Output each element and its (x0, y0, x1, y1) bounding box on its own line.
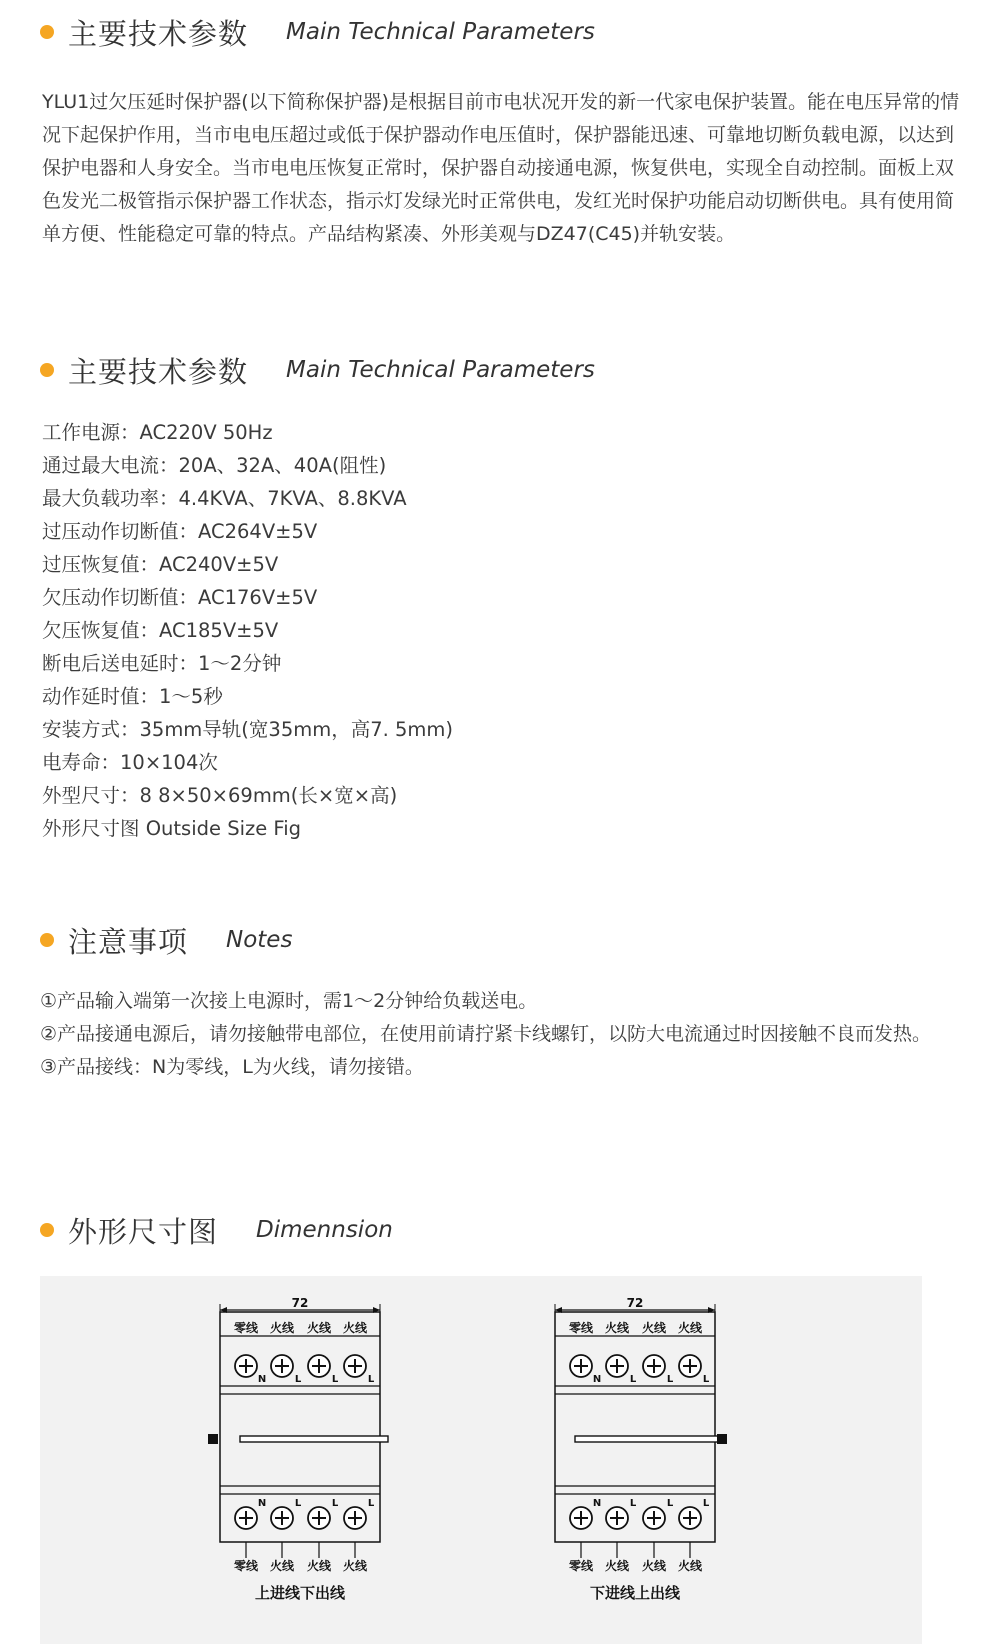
bottom-terminal-mark: L (331, 1498, 339, 1509)
bottom-terminal-mark: N (592, 1498, 602, 1509)
orange-bullet-icon (40, 25, 54, 39)
top-terminal-mark: N (592, 1374, 602, 1385)
bottom-terminal-mark: L (702, 1498, 710, 1509)
notes-title-en: Notes (226, 927, 293, 953)
dimension-title-zh: 外形尺寸图 (68, 1214, 219, 1249)
param-item: 过压恢复值：AC240V±5V (42, 553, 279, 576)
notes-list (40, 985, 960, 1084)
top-terminal-mark: L (331, 1374, 339, 1385)
bottom-terminal-mark: N (257, 1498, 267, 1509)
orange-bullet-icon (40, 1223, 54, 1237)
notes-title-zh: 注意事项 (68, 924, 189, 959)
param-item: 断电后送电延时：1～2分钟 (42, 652, 282, 675)
dimension-title-en: Dimennsion (256, 1217, 393, 1243)
top-terminal-label: 火线 (641, 1321, 667, 1335)
bottom-terminal-label: 零线 (568, 1559, 594, 1573)
indicator-led-icon (208, 1434, 218, 1444)
bottom-terminal-label: 火线 (641, 1559, 667, 1573)
bottom-terminal-mark: L (367, 1498, 375, 1509)
diagram-caption: 下进线上出线 (589, 1584, 681, 1602)
bottom-terminal-label: 火线 (604, 1559, 630, 1573)
param-item: 通过最大电流：20A、32A、40A(阻性) (42, 454, 387, 477)
top-terminal-mark: L (702, 1374, 710, 1385)
device-diagram-2 (555, 1296, 727, 1602)
intro-title-en: Main Technical Parameters (286, 19, 595, 45)
param-item: 电寿命：10×104次 (42, 751, 218, 774)
top-terminal-label: 零线 (233, 1321, 259, 1335)
param-item: 动作延时值：1～5秒 (42, 685, 223, 708)
top-terminal-mark: L (294, 1374, 302, 1385)
param-item: 工作电源：AC220V 50Hz (42, 421, 273, 444)
dimension-section-header (40, 1210, 393, 1250)
param-item: 外形尺寸图 Outside Size Fig (42, 817, 302, 840)
din-rail-slot (240, 1436, 388, 1442)
device-diagram-1 (208, 1296, 388, 1602)
params-list (42, 416, 453, 845)
indicator-led-icon (717, 1434, 727, 1444)
orange-bullet-icon (40, 933, 54, 947)
param-item: 最大负载功率：4.4KVA、7KVA、8.8KVA (42, 487, 407, 510)
param-item: 欠压恢复值：AC185V±5V (42, 619, 279, 642)
param-item: 外型尺寸：8 8×50×69mm(长×宽×高) (42, 784, 398, 807)
top-terminal-mark: N (257, 1374, 267, 1385)
param-item: 欠压动作切断值：AC176V±5V (42, 586, 318, 609)
note-item: ③产品接线：N为零线，L为火线，请勿接错。 (40, 1056, 424, 1078)
param-item: 安装方式：35mm导轨(宽35mm，高7. 5mm) (42, 718, 454, 741)
params-title-zh: 主要技术参数 (68, 354, 249, 389)
bottom-terminal-label: 火线 (677, 1559, 703, 1573)
bottom-terminal-label: 火线 (269, 1559, 295, 1573)
bottom-terminal-mark: L (629, 1498, 637, 1509)
top-terminal-mark: L (666, 1374, 674, 1385)
top-terminal-mark: L (367, 1374, 375, 1385)
note-item: ①产品输入端第一次接上电源时，需1～2分钟给负载送电。 (40, 990, 538, 1012)
top-terminal-label: 火线 (604, 1321, 630, 1335)
params-title-en: Main Technical Parameters (286, 357, 595, 383)
bottom-terminal-mark: L (294, 1498, 302, 1509)
top-terminal-label: 火线 (677, 1321, 703, 1335)
params-section-header (40, 350, 595, 390)
notes-section-header (40, 920, 292, 960)
intro-paragraph: YLU1过欠压延时保护器(以下简称保护器)是根据目前市电状况开发的新一代家电保护装置。能在电压异常的情况下起保护作用，当市电电压超过或低于保护器动作电压值时，保护器能迅速、可靠地切断负载电源，以达到保护电器和人身安全。当市电电压恢复正常时，保护器自动接通电源，恢复供电，实现全自动控制。面板上双色发光二极管指示保护器工作状态，指示灯发绿光时正常供电，发红光时保护功能启动切断供电。具有使用简单方便、性能稳定可靠的特点。产品结构紧凑、外形美观与DZ47(C45)并轨安装。 (42, 91, 960, 245)
width-label: 72 (626, 1296, 644, 1310)
dimension-drawing (40, 1276, 922, 1644)
top-terminal-label: 火线 (342, 1321, 368, 1335)
dimension-panel (40, 1276, 922, 1644)
note-item: ②产品接通电源后，请勿接触带电部位，在使用前请拧紧卡线螺钉，以防大电流通过时因接触不良而发热。 (40, 1023, 932, 1045)
top-terminal-label: 火线 (269, 1321, 295, 1335)
intro-title-zh: 主要技术参数 (68, 16, 249, 51)
bottom-terminal-mark: L (666, 1498, 674, 1509)
top-terminal-label: 火线 (306, 1321, 332, 1335)
top-terminal-label: 零线 (568, 1321, 594, 1335)
orange-bullet-icon (40, 363, 54, 377)
top-terminal-mark: L (629, 1374, 637, 1385)
intro-section-header (40, 12, 595, 52)
width-label: 72 (291, 1296, 309, 1310)
bottom-terminal-label: 火线 (342, 1559, 368, 1573)
din-rail-slot (575, 1436, 723, 1442)
bottom-terminal-label: 零线 (233, 1559, 259, 1573)
diagram-caption: 上进线下出线 (254, 1584, 346, 1602)
bottom-terminal-label: 火线 (306, 1559, 332, 1573)
param-item: 过压动作切断值：AC264V±5V (42, 520, 318, 543)
